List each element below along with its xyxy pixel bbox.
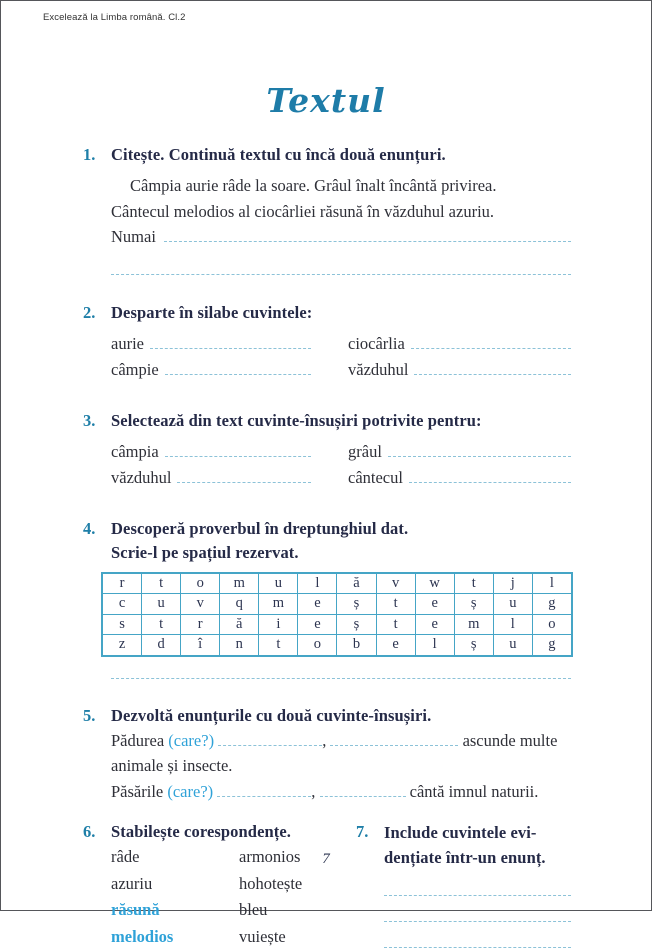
grid-cell: î (180, 635, 219, 655)
grid-cell: o (180, 574, 219, 594)
answer-blank (165, 452, 311, 457)
grid-cell: e (297, 594, 336, 614)
answer-line (111, 678, 571, 679)
exercise-7-number: 7. (356, 820, 384, 948)
answer-blank (217, 792, 311, 797)
exercise-2-title: Desparte în silabe cuvintele: (111, 301, 571, 325)
bottom-columns (83, 820, 571, 950)
pair-row (111, 871, 356, 898)
exercise-3-title: Selectează din text cuvinte-însușiri potrivite pentru: (111, 409, 571, 433)
word-row (111, 465, 571, 491)
pair-right-word: armonios (239, 844, 300, 871)
sentence-rest: ascunde multe (463, 731, 558, 750)
pair-left-word: azuriu (111, 871, 239, 898)
grid-cell: r (103, 574, 141, 594)
grid-cell: w (415, 574, 454, 594)
exercise-6-title: Stabilește corespondențe. (111, 820, 356, 844)
grid-cell: e (297, 615, 336, 635)
grid-cell: t (376, 594, 415, 614)
word-row (111, 357, 571, 383)
letter-grid (101, 572, 573, 657)
hint-label: (care?) (168, 731, 214, 750)
grid-cell: m (454, 615, 493, 635)
grid-cell: b (336, 635, 375, 655)
pair-right-word: bleu (239, 897, 267, 924)
grid-row (103, 634, 571, 655)
grid-cell: ș (454, 635, 493, 655)
pair-right-word: hohotește (239, 871, 302, 898)
word-row (111, 331, 571, 357)
grid-cell: ă (219, 615, 258, 635)
grid-cell: l (297, 574, 336, 594)
word-label: câmpie (111, 357, 159, 383)
grid-cell: d (141, 635, 180, 655)
word-label: aurie (111, 331, 144, 357)
grid-cell: ș (336, 615, 375, 635)
grid-cell: g (532, 635, 571, 655)
sentence-subject: Pădurea (111, 731, 164, 750)
answer-blank (388, 452, 571, 457)
sentence-1-line-2: animale și insecte. (111, 753, 571, 779)
grid-cell: ș (454, 594, 493, 614)
answer-blank (330, 741, 458, 746)
exercise-3 (83, 409, 571, 491)
exercise-2-number: 2. (83, 301, 111, 383)
grid-cell: q (219, 594, 258, 614)
edition-header: Excelează la Limba română. Cl.2 (43, 12, 186, 23)
word-label: câmpia (111, 439, 159, 465)
grid-cell: o (297, 635, 336, 655)
exercise-4-title-line-1: Descoperă proverbul în dreptunghiul dat. (111, 517, 571, 541)
exercise-7-title-line-1: Include cuvintele evi- (384, 820, 571, 845)
grid-cell: t (376, 615, 415, 635)
grid-cell: o (532, 615, 571, 635)
exercise-5 (83, 704, 571, 805)
exercise-7-title-line-2: dențiate într-un enunț. (384, 845, 571, 870)
grid-cell: ș (336, 594, 375, 614)
grid-cell: r (180, 615, 219, 635)
grid-cell: v (180, 594, 219, 614)
exercise-1-text-line-1: Câmpia aurie râde la soare. Grâul înalt încântă privirea. (111, 173, 571, 199)
grid-cell: t (141, 574, 180, 594)
exercise-4 (83, 517, 571, 679)
grid-cell: t (141, 615, 180, 635)
grid-cell: n (219, 635, 258, 655)
exercise-6 (83, 820, 356, 950)
answer-blank (320, 792, 406, 797)
word-row (111, 439, 571, 465)
answer-line (111, 274, 571, 275)
answer-blank (414, 370, 571, 375)
exercise-3-number: 3. (83, 409, 111, 491)
grid-cell: u (258, 574, 297, 594)
sentence-subject: Păsările (111, 782, 163, 801)
sentence-2 (111, 779, 571, 805)
exercise-4-title-line-2: Scrie-l pe spațiul rezervat. (111, 541, 571, 565)
pair-row (111, 924, 356, 950)
exercise-1-prefix: Numai (111, 224, 156, 250)
page-content (1, 143, 651, 950)
answer-blank (150, 344, 311, 349)
grid-cell: m (219, 574, 258, 594)
exercise-1-continuation (111, 224, 571, 250)
answer-line (384, 947, 571, 948)
grid-cell: v (376, 574, 415, 594)
answer-blank (411, 344, 571, 349)
grid-cell: t (454, 574, 493, 594)
word-label: grâul (348, 439, 382, 465)
grid-cell: u (141, 594, 180, 614)
grid-cell: t (258, 635, 297, 655)
grid-cell: u (493, 594, 532, 614)
sentence-1-line-1 (111, 728, 571, 754)
comma: , (322, 731, 326, 750)
exercise-2 (83, 301, 571, 383)
exercise-6-number: 6. (83, 820, 111, 950)
grid-cell: u (493, 635, 532, 655)
grid-cell: l (493, 615, 532, 635)
answer-blank (409, 478, 571, 483)
grid-cell: l (415, 635, 454, 655)
exercise-7 (356, 820, 571, 948)
grid-cell: z (103, 635, 141, 655)
answer-blank (164, 237, 571, 242)
grid-cell: m (258, 594, 297, 614)
pair-left-word: râde (111, 844, 239, 871)
word-label: văzduhul (348, 357, 408, 383)
pair-right-word: vuiește (239, 924, 286, 950)
grid-cell: i (258, 615, 297, 635)
answer-line (384, 921, 571, 922)
exercise-1-text-line-2: Cântecul melodios al ciocârliei răsună în văzduhul azuriu. (111, 199, 571, 225)
pair-left-word-highlighted: melodios (111, 924, 239, 950)
comma: , (311, 782, 315, 801)
word-label: ciocârlia (348, 331, 405, 357)
exercise-5-title: Dezvoltă enunțurile cu două cuvinte-însușiri. (111, 704, 571, 728)
grid-cell: e (415, 594, 454, 614)
grid-row (103, 614, 571, 635)
grid-cell: s (103, 615, 141, 635)
hint-label: (care?) (167, 782, 213, 801)
grid-row (103, 574, 571, 594)
grid-cell: ă (336, 574, 375, 594)
page-title: Textul (1, 83, 651, 119)
answer-line (384, 895, 571, 896)
pair-left-word-highlighted: răsună (111, 897, 239, 924)
grid-cell: g (532, 594, 571, 614)
answer-blank (177, 478, 311, 483)
answer-blank (218, 741, 322, 746)
sentence-rest: cântă imnul naturii. (410, 782, 539, 801)
grid-cell: l (532, 574, 571, 594)
grid-cell: e (415, 615, 454, 635)
exercise-5-number: 5. (83, 704, 111, 805)
answer-blank (165, 370, 311, 375)
pair-row (111, 897, 356, 924)
grid-cell: e (376, 635, 415, 655)
exercise-1-title: Citește. Continuă textul cu încă două enunțuri. (111, 143, 571, 167)
page-number: 7 (1, 851, 651, 868)
word-label: văzduhul (111, 465, 171, 491)
exercise-4-number: 4. (83, 517, 111, 679)
exercise-1-number: 1. (83, 143, 111, 275)
grid-row (103, 593, 571, 614)
exercise-1 (83, 143, 571, 275)
word-label: cântecul (348, 465, 403, 491)
grid-cell: c (103, 594, 141, 614)
grid-cell: j (493, 574, 532, 594)
